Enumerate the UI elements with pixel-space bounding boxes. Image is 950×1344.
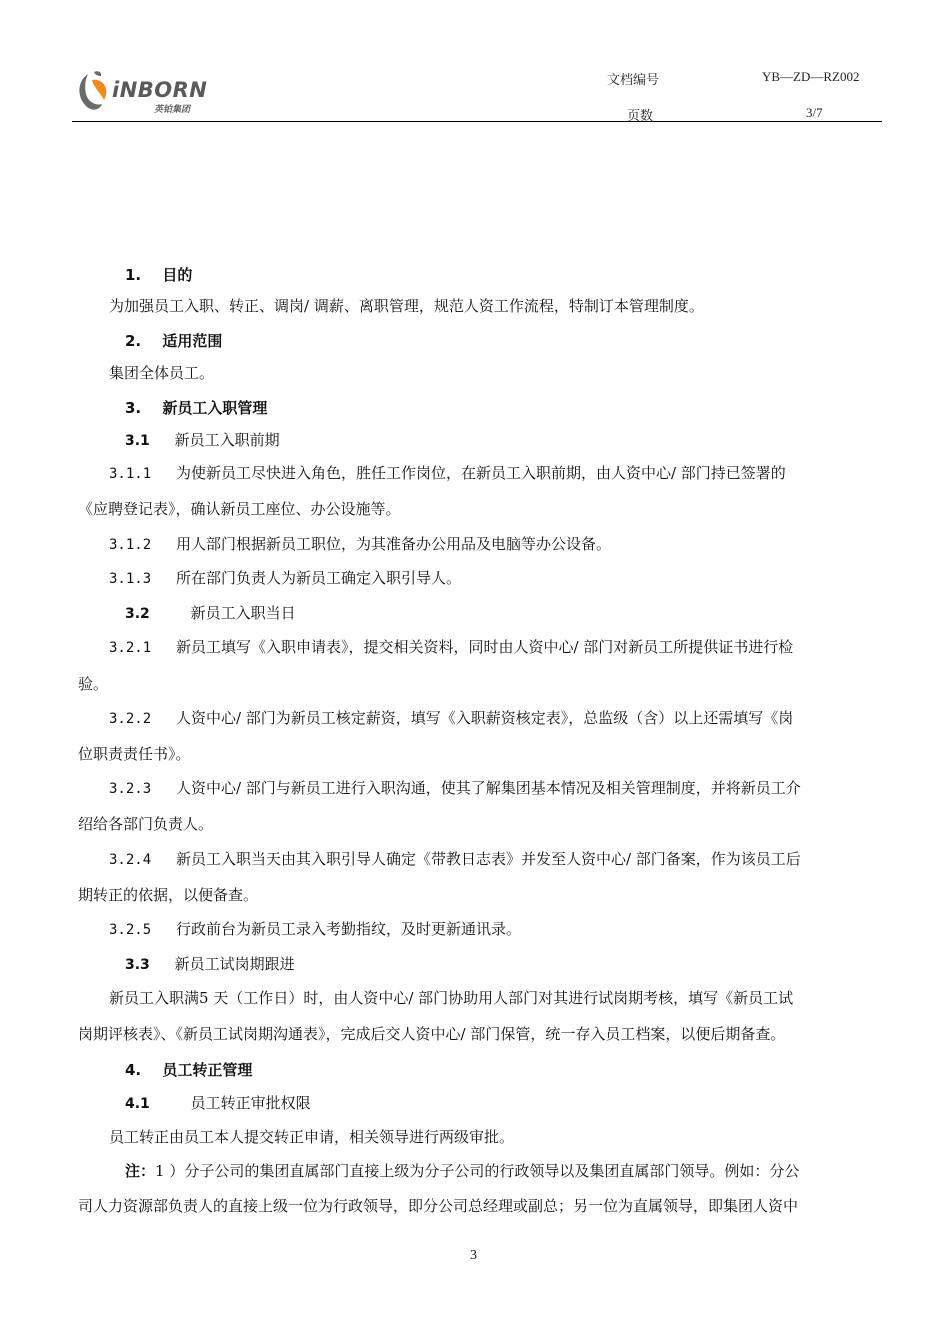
doc-number-label: 文档编号 — [607, 72, 660, 87]
section-number: 2. — [125, 332, 142, 350]
subsection-title: 员工转正审批权限 — [190, 1094, 311, 1112]
section-title: 员工转正管理 — [162, 1061, 253, 1079]
logo-subtitle: 英铂集团 — [154, 105, 191, 115]
item-text-continued: 《应聘登记表》，确认新员工座位、办公设施等。 — [78, 500, 401, 518]
paragraph-continued: 岗期评核表》、《新员工试岗期沟通表》，完成后交人资中心/ 部门保管，统一存入员工档案，以便后期备查。 — [78, 1025, 786, 1043]
item-text: 为使新员工尽快进入角色，胜任工作岗位，在新员工入职前期，由人资中心/ 部门持已签署的 — [175, 464, 786, 482]
section-3-heading — [125, 397, 267, 418]
paragraph: 为加强员工入职、转正、调岗/ 调薪、离职管理，规范人资工作流程，特制订本管理制度。 — [109, 297, 704, 315]
item-text: 所在部门负责人为新员工确定入职引导人。 — [175, 569, 461, 587]
item-text-continued: 绍给各部门负责人。 — [78, 815, 214, 833]
item-number: 3.1.1 — [109, 466, 152, 482]
paragraph: 员工转正由员工本人提交转正申请，相关领导进行两级审批。 — [109, 1128, 515, 1146]
item-text: 新员工入职当天由其入职引导人确定《带教日志表》并发至人资中心/ 部门备案，作为该员工后 — [175, 850, 801, 868]
item-3-1-1 — [109, 463, 786, 484]
logo-mark-icon — [74, 70, 114, 116]
section-1-heading — [125, 264, 192, 285]
subsection-title: 新员工试岗期跟进 — [174, 955, 295, 973]
note-continued: 司人力资源部负责人的直接上级一位为行政领导，即分公司总经理或副总；另一位为直属领导，即集团人资中 — [78, 1197, 799, 1215]
subsection-number: 4.1 — [125, 1096, 150, 1112]
subsection-number: 3.2 — [125, 606, 150, 622]
subsection-number: 3.3 — [125, 957, 150, 973]
doc-number-value: YB—ZD—RZ002 — [762, 69, 860, 84]
subsection-3-3-heading — [125, 954, 295, 975]
item-text-continued: 位职责责任书》。 — [78, 745, 191, 763]
paragraph: 新员工入职满5 天（工作日）时，由人资中心/ 部门协助用人部门对其进行试岗期考核，填写《新员工试 — [109, 989, 794, 1007]
section-2-heading — [125, 330, 222, 351]
item-text: 人资中心/ 部门为新员工核定薪资，填写《入职薪资核定表》，总监级（含）以上还需填写《岗 — [175, 709, 794, 727]
subsection-number: 3.1 — [125, 433, 150, 449]
item-number: 3.1.2 — [109, 537, 152, 553]
subsection-title: 新员工入职当日 — [190, 604, 296, 622]
section-4-heading — [125, 1059, 252, 1080]
item-3-2-4 — [109, 849, 801, 870]
item-text: 行政前台为新员工录入考勤指纹，及时更新通讯录。 — [175, 920, 521, 938]
page-count-label: 页数 — [627, 108, 654, 123]
item-3-2-1 — [109, 637, 793, 658]
note-label: 注： — [125, 1162, 156, 1180]
logo-wordmark: iNBORN — [112, 78, 208, 102]
item-number: 3.2.5 — [109, 922, 152, 938]
subsection-4-1-heading — [125, 1093, 311, 1114]
item-3-2-5 — [109, 919, 521, 940]
item-3-1-2 — [109, 534, 611, 555]
subsection-title: 新员工入职前期 — [174, 431, 280, 449]
paragraph: 集团全体员工。 — [109, 364, 215, 382]
section-title: 目的 — [162, 266, 193, 284]
item-text: 新员工填写《入职申请表》，提交相关资料，同时由人资中心/ 部门对新员工所提供证书进行检 — [175, 638, 794, 656]
page-count-value: 3/7 — [806, 105, 823, 120]
item-number: 3.2.2 — [109, 711, 152, 727]
section-number: 3. — [125, 399, 142, 417]
section-title: 新员工入职管理 — [162, 399, 268, 417]
section-number: 1. — [125, 266, 142, 284]
item-text-continued: 验。 — [78, 675, 109, 693]
item-3-2-3 — [109, 778, 801, 799]
item-number: 3.2.4 — [109, 852, 152, 868]
item-text: 用人部门根据新员工职位，为其准备办公用品及电脑等办公设备。 — [175, 535, 611, 553]
subsection-3-2-heading — [125, 603, 296, 624]
item-number: 3.2.3 — [109, 781, 152, 797]
section-number: 4. — [125, 1061, 142, 1079]
subsection-3-1-heading — [125, 430, 280, 451]
item-text-continued: 期转正的依据，以便备查。 — [78, 886, 259, 904]
page-number: 3 — [470, 1248, 477, 1263]
company-logo — [74, 66, 224, 118]
item-number: 3.2.1 — [109, 640, 152, 656]
item-3-2-2 — [109, 708, 793, 729]
item-number: 3.1.3 — [109, 571, 152, 587]
section-title: 适用范围 — [162, 332, 223, 350]
note — [125, 1161, 799, 1181]
item-3-1-3 — [109, 568, 461, 589]
item-text: 人资中心/ 部门与新员工进行入职沟通，使其了解集团基本情况及相关管理制度，并将新员工介 — [175, 779, 801, 797]
header-rule — [72, 121, 882, 122]
note-text: 1 ）分子公司的集团直属部门直接上级为分子公司的行政领导以及集团直属部门领导。例如：分公 — [155, 1162, 800, 1180]
